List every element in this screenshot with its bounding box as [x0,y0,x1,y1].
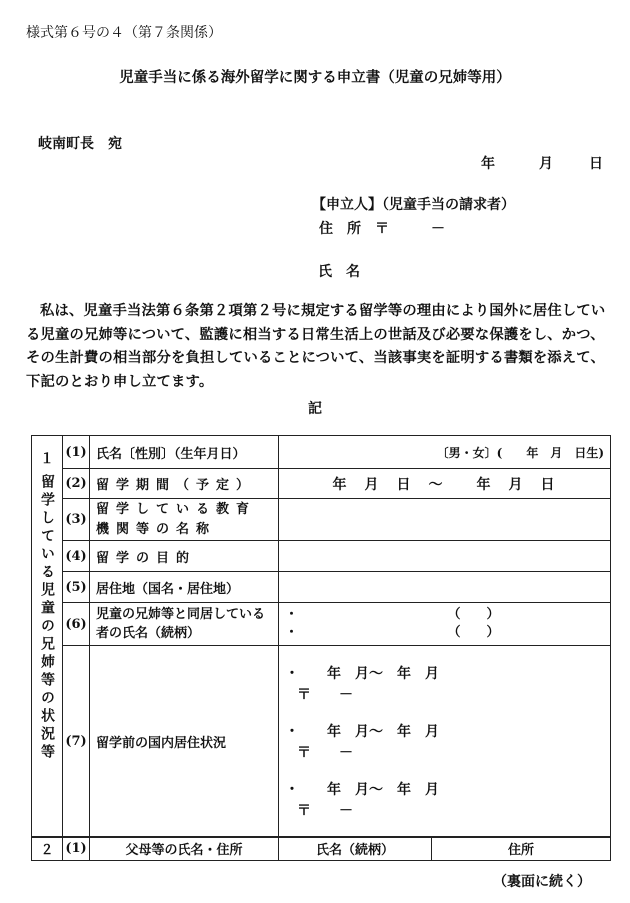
date-year: 年 [481,156,495,172]
application-form-table [31,435,611,838]
parent-name-header: 氏名（続柄） [279,837,432,861]
row-number: (1) [63,837,90,861]
table-row [32,837,611,861]
applicant-name[interactable]: 氏 名 [318,264,360,280]
row-label: 父母等の氏名・住所 [90,837,279,861]
cohabitant-line-1[interactable]: ・ （ ） [285,607,500,622]
section1-title: 留学している児童の兄姉等の状況等 [39,474,55,762]
row-label: 留学期間（予定） [90,469,279,499]
row-number: (5) [63,572,90,603]
table-row [32,436,611,469]
stay-period[interactable]: ・ 年 月～ 年 月 [285,665,439,682]
document-title: 児童手当に係る海外留学に関する申立書（児童の兄姉等用） [119,69,511,86]
prior-residence-entry[interactable] [285,663,604,705]
section2-table [31,836,611,861]
stay-period[interactable]: ・ 年 月～ 年 月 [285,723,439,740]
date-day: 日 [589,156,603,172]
row-label: 留学の目的 [90,541,279,572]
table-row [32,603,611,646]
statement-paragraph: 私は、児童手当法第６条第２項第２号に規定する留学等の理由により国外に居住している児童の兄姉等について、監護に相当する日常生活上の世話及び必要な保護をし、かつ、その生計費の相当部分を負担していることについて、当該事実を証明する書類を添えて、下記のとおり申し立てます。 [26,303,606,390]
applicant-label: 【申立人】（児童手当の請求者） [312,197,515,213]
row-number: (6) [63,603,90,646]
row-number: (3) [63,499,90,541]
row-label: 留学している教育機関等の名称 [90,499,279,541]
study-purpose-field[interactable] [279,541,611,572]
row-number: (7) [63,646,90,838]
row-number: (1) [63,436,90,469]
prior-residence-entry[interactable] [285,779,604,821]
table-row [32,572,611,603]
institution-name-field[interactable] [279,499,611,541]
table-row [32,499,611,541]
applicant-address[interactable]: 住 所 〒 － [319,221,445,237]
section1-number: １ [40,451,54,467]
row-label: 留学前の国内居住状況 [90,646,279,838]
residence-field[interactable] [279,572,611,603]
section2-number: ２ [32,837,63,861]
row-label: 氏名〔性別〕（生年月日） [90,436,279,469]
name-gender-birth-field[interactable]: 〔男・女〕( 年 月 日生) [279,436,611,469]
stay-postal[interactable]: 〒 － [297,802,353,819]
ki-heading: 記 [308,401,322,417]
row-label: 居住地（国名・居住地） [90,572,279,603]
cohabitant-line-2[interactable]: ・ （ ） [285,625,500,640]
row-label: 児童の兄姉等と同居している者の氏名（続柄） [90,603,279,646]
parent-address-header: 住所 [432,837,611,861]
date-month: 月 [539,156,553,172]
stay-postal[interactable]: 〒 － [297,744,353,761]
addressee: 岐南町長 宛 [38,136,122,152]
form-number: 様式第６号の４（第７条関係） [26,25,222,41]
prior-residence-entry[interactable] [285,721,604,763]
continues-on-back: （裏面に続く） [493,874,591,890]
row-number: (4) [63,541,90,572]
stay-period[interactable]: ・ 年 月～ 年 月 [285,781,439,798]
date-line [481,153,603,173]
table-row [32,469,611,499]
row-number: (2) [63,469,90,499]
table-row [32,541,611,572]
prior-residence-field[interactable] [279,646,611,838]
section1-cell [32,436,63,838]
study-period-field[interactable]: 年 月 日 ～ 年 月 日 [279,469,611,499]
cohabitant-field[interactable] [279,603,611,646]
table-row [32,646,611,838]
stay-postal[interactable]: 〒 － [297,686,353,703]
